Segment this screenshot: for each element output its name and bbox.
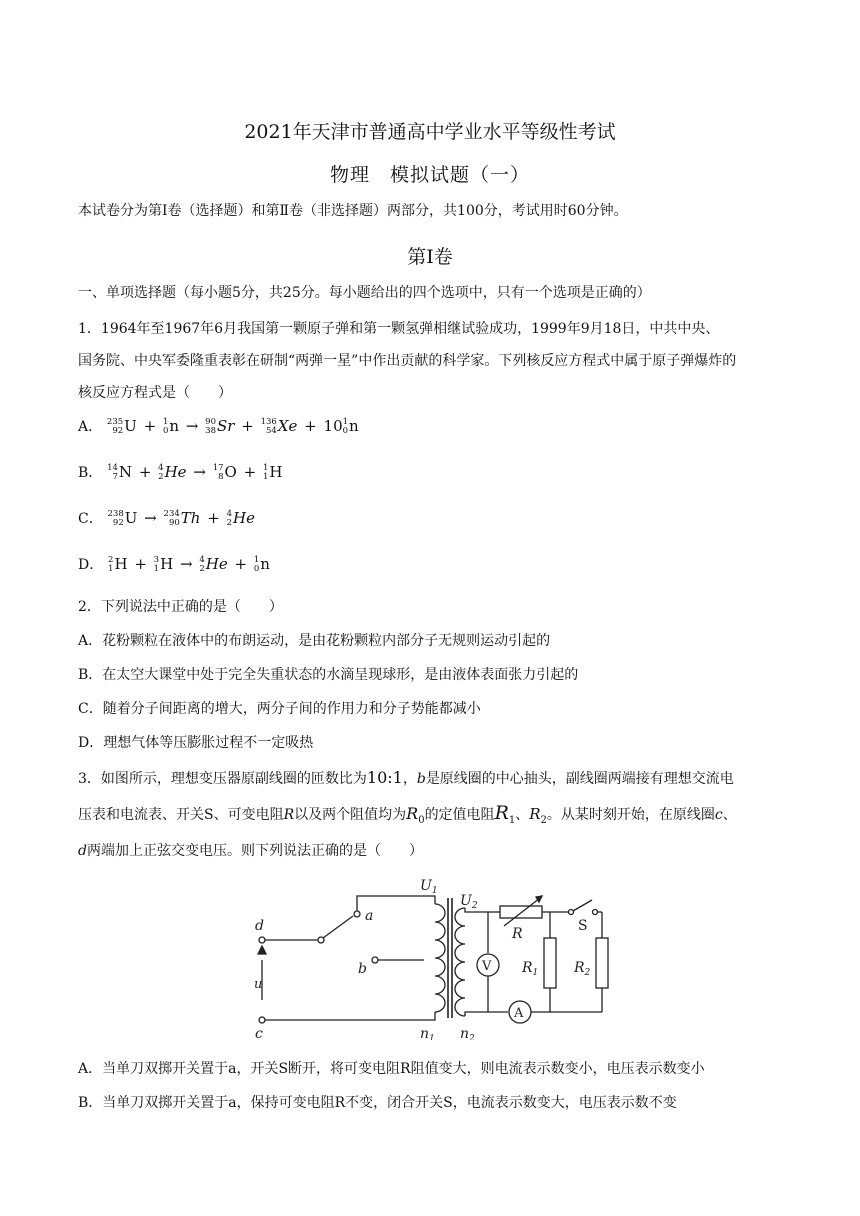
label-u: u — [254, 977, 263, 992]
plus-sign: + — [304, 417, 317, 435]
plus-sign: + — [138, 463, 152, 481]
nuclide-symbol: N — [118, 463, 133, 481]
q3-option-a: A．当单刀双掷开关置于a，开关S断开，将可变电阻R阻值变大，则电流表示数变小，电压表示数变小 — [78, 1061, 705, 1077]
q2-option-d: D．理想气体等压膨胀过程不一定吸热 — [78, 735, 314, 751]
nuclide-mass-charge: 1 0 — [253, 555, 260, 574]
arrow: → — [144, 509, 157, 527]
nuclide-symbol: H — [269, 463, 283, 481]
nuclide-mass-charge: 3 1 — [153, 555, 160, 574]
secondary-coil — [455, 908, 465, 1016]
q2-option-c: C．随着分子间距离的增大，两分子间的作用力和分子势能都减小 — [78, 701, 481, 717]
arrow: → — [179, 555, 193, 573]
plus-sign: + — [241, 417, 254, 435]
label-R: R — [512, 926, 523, 942]
label-R1: $R_1$ — [522, 960, 539, 978]
nuclide-symbol: He — [205, 555, 228, 573]
label-d: d — [255, 918, 264, 934]
nuclide-mass-charge: 2 1 — [108, 555, 114, 574]
plus-sign: + — [207, 509, 220, 527]
nuclide-mass-charge: 234 90 — [163, 509, 180, 528]
switch-blade — [323, 916, 353, 938]
switch-s-blade — [573, 900, 592, 911]
nuclide-symbol: U — [124, 509, 138, 527]
plus-sign: + — [134, 555, 147, 573]
q1-line-3: 核反应方程式是（ ） — [78, 385, 232, 401]
nuclide-mass-charge: 14 7 — [107, 463, 118, 482]
switch-s-contact — [593, 910, 598, 915]
label-A: A — [514, 1006, 524, 1021]
q3-line-1: 3．如图所示，理想变压器原副线圈的匝数比为10:1，b是原线圈的中心抽头，副线圈两端接有理想交流电 — [78, 768, 734, 787]
rheostat-arrow — [504, 898, 540, 926]
nuclide-symbol: Th — [180, 509, 201, 527]
nuclide-mass-charge: 4 2 — [199, 555, 205, 574]
nuclide-symbol: n — [260, 555, 270, 573]
plus-sign: + — [143, 417, 157, 435]
nuclide-mass-charge: 17 8 — [212, 463, 224, 482]
transformer-circuit-diagram — [250, 870, 620, 1040]
nuclide-symbol: O — [224, 463, 237, 481]
q1-line-2: 国务院、中央军委隆重表彰在研制“两弹一星”中作出贡献的科学家。下列核反应方程式中属于原子弹爆炸的 — [78, 353, 737, 369]
option-label: C． — [78, 511, 103, 527]
wire — [465, 1012, 508, 1016]
label-u1: $U_1$ — [420, 878, 438, 896]
exam-title: 2021年天津市普通高中学业水平等级性考试 — [244, 121, 616, 143]
q1-option-a — [78, 416, 359, 436]
arrow: → — [185, 417, 199, 435]
option-label: B． — [78, 465, 103, 481]
nuclide-mass-charge: 1 1 — [262, 463, 269, 482]
resistor-R1 — [544, 938, 556, 988]
arrow: → — [193, 463, 206, 481]
nuclide-symbol: n — [169, 417, 180, 435]
q2-option-a: A．花粉颗粒在液体中的布朗运动，是由花粉颗粒内部分子无规则运动引起的 — [78, 633, 551, 649]
q1-option-c — [78, 508, 255, 528]
q3-option-b: B．当单刀双掷开关置于a，保持可变电阻R不变，闭合开关S，电流表示数变大，电压表示数不变 — [78, 1095, 677, 1111]
nuclide-mass-charge: 90 38 — [205, 417, 216, 436]
q3-line-2: 压表和电流表、开关S、可变电阻R以及两个阻值均为$R_0$的定值电阻$R_1$、$R_2$。从某时刻开始，在原线圈c、 — [78, 802, 737, 826]
nuclide-mass-charge: 136 54 — [260, 417, 277, 436]
arrow-head — [258, 946, 266, 954]
nuclide-symbol: H — [114, 555, 128, 573]
switch-s-contact — [569, 910, 574, 915]
label-b: b — [358, 961, 367, 977]
nuclide-mass-charge: 1 0 — [342, 417, 349, 436]
wire — [265, 1012, 435, 1020]
nuclide-mass-charge: 238 92 — [107, 509, 124, 528]
nuclide-symbol: H — [160, 555, 174, 573]
label-S: S — [578, 918, 588, 934]
label-u2: $U_2$ — [460, 893, 478, 911]
nuclide-mass-charge: 4 2 — [226, 509, 232, 528]
nuclide-symbol: n — [349, 417, 359, 435]
resistor-R2 — [596, 938, 608, 988]
q2-stem: 2．下列说法中正确的是（ ） — [78, 599, 283, 615]
plus-sign: + — [243, 463, 257, 481]
exam-intro: 本试卷分为第Ⅰ卷（选择题）和第Ⅱ卷（非选择题）两部分，共100分，考试用时60分钟。 — [78, 203, 628, 219]
terminal-c — [259, 1017, 265, 1023]
q3-line-3: d两端加上正弦交变电压。则下列说法正确的是（ ） — [78, 843, 423, 859]
label-R2: $R_2$ — [574, 960, 591, 978]
contact-a — [354, 911, 360, 917]
q1-line-1: 1．1964年至1967年6月我国第一颗原子弹和第一颗氢弹相继试验成功，1999年9月18日，中共中央、 — [78, 321, 720, 337]
q1-option-d — [78, 554, 270, 574]
terminal-d — [259, 937, 265, 943]
nuclide-symbol: U — [124, 417, 137, 435]
primary-coil — [435, 904, 445, 1012]
nuclide-mass-charge: 235 92 — [106, 417, 124, 436]
nuclide-mass-charge: 1 0 — [162, 417, 169, 436]
exam-subtitle: 物理 模拟试题（一） — [329, 164, 530, 186]
label-c: c — [255, 1026, 263, 1040]
option-label: A． — [78, 419, 103, 435]
q2-option-b: B．在太空大课堂中处于完全失重状态的水滴呈现球形，是由液体表面张力引起的 — [78, 667, 579, 683]
volume-heading: 第Ⅰ卷 — [407, 246, 453, 268]
label-n1: $n_1$ — [420, 1026, 435, 1040]
option-label: D． — [78, 557, 104, 573]
section-heading: 一、单项选择题（每小题5分，共25分。每小题给出的四个选项中，只有一个选项是正确的） — [78, 285, 651, 301]
nuclide-symbol: He — [233, 509, 255, 527]
label-V: V — [482, 959, 492, 974]
q1-option-b — [78, 462, 283, 482]
nuclide-symbol: He — [164, 463, 187, 481]
nuclide-symbol: Sr — [217, 417, 235, 435]
nuclide-mass-charge: 4 2 — [158, 463, 164, 482]
nuclide-symbol: Xe — [277, 417, 298, 435]
contact-b — [372, 957, 378, 963]
label-a: a — [365, 908, 374, 924]
coefficient: 10 — [323, 417, 343, 435]
label-n2: $n_2$ — [460, 1026, 475, 1040]
plus-sign: + — [234, 555, 248, 573]
